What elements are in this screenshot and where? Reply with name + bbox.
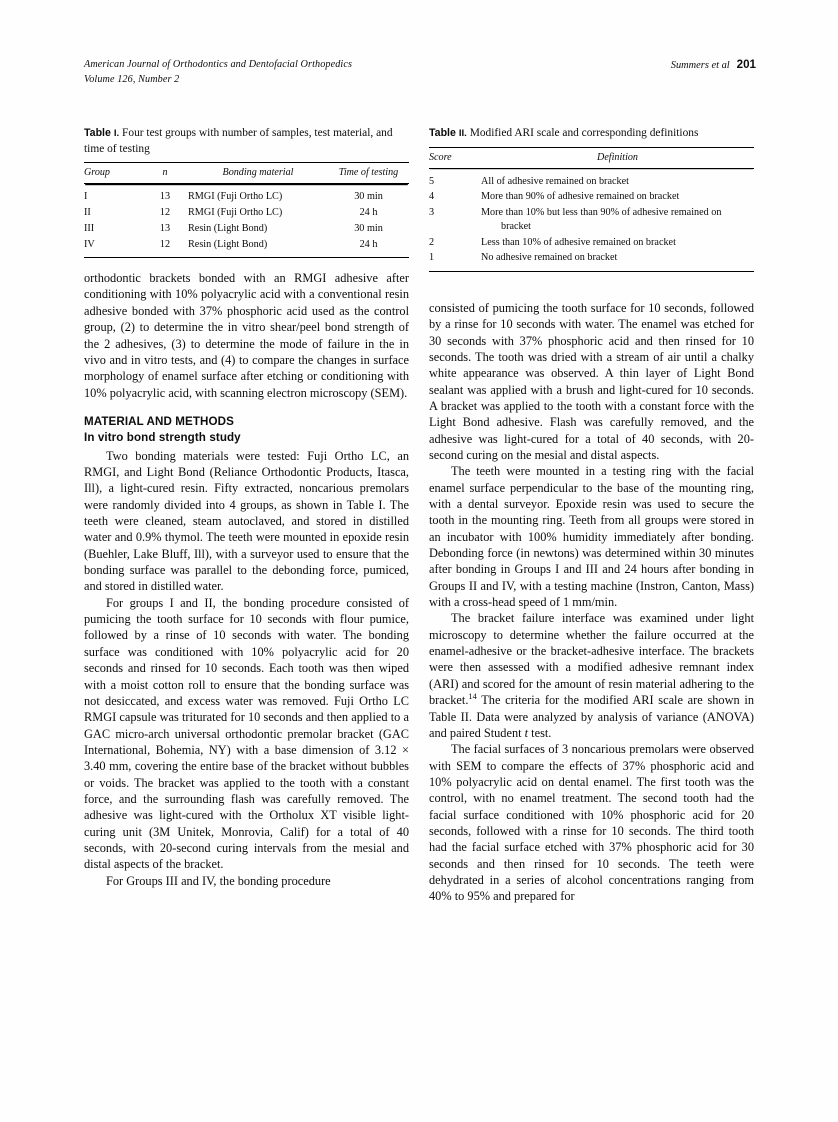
cell-time: 24 h (359, 206, 378, 218)
table-2-caption (429, 126, 754, 142)
paragraph-continued: consisted of pumicing the tooth surface for 10 seconds, followed by a rinse for 10 seconds with water. The enamel was etched for 30 seconds with 37% phosphoric acid and then rinsed for 10 seconds. The tooth was dried with a stream of air until a chalky white appearance was observed. A thin layer of Light Bond sealant was applied with a brush and light-cured for 10 seconds. A bracket was applied to the tooth with a constant force with the Light Bond adhesive. Flash was carefully removed, and the adhesive was light-cured for a total of 40 seconds, with 20-second curing on the mesial and distal aspects. (429, 300, 754, 462)
table-2 (429, 147, 754, 272)
table-2-head (429, 147, 754, 168)
journal-title: American Journal of Orthodontics and Dentofacial Orthopedics (84, 59, 353, 70)
cell-material: RMGI (Fuji Ortho LC) (188, 191, 283, 203)
table-row (84, 184, 409, 205)
cell-definition: No adhesive remained on bracket (481, 252, 618, 264)
table-row (429, 205, 754, 234)
table-1-caption (84, 126, 409, 157)
table-1-col-group: Group (84, 167, 110, 179)
cell-group: IV (84, 238, 95, 250)
cell-n: 12 (159, 238, 171, 250)
table-1-block (84, 126, 409, 258)
cell-material: RMGI (Fuji Ortho LC) (188, 206, 283, 218)
table-2-label: Table II. (429, 127, 467, 139)
left-column (84, 126, 409, 889)
table-2-body (429, 168, 754, 271)
reference-marker: 14 (468, 692, 477, 702)
cell-time: 30 min (354, 222, 383, 234)
cell-n: 13 (159, 222, 171, 234)
cell-material: Resin (Light Bond) (188, 238, 268, 250)
cell-time: 30 min (354, 191, 383, 203)
right-body-text (429, 300, 754, 905)
table-1-caption-text: Four test groups with number of samples, test material, and time of testing (84, 127, 393, 155)
table-2-block (429, 126, 754, 272)
section-heading-material-and-methods: MATERIAL AND METHODS (84, 414, 234, 428)
paragraph-continued: orthodontic brackets bonded with an RMGI adhesive after conditioning with 10% polyacrylic acid with a conventional resin adhesive bonded with 37% phosphoric acid used as the control group, (2) to determine the in vitro shear/peel bond strength of the 2 adhesives, (3) to determine the mode of failure in the in vivo and in vitro tests, and (4) to compare the changes in surface morphology of enamel surface after etching or conditioning with 10% polyacrylic acid, with scanning electron microscopy (SEM). (84, 271, 409, 400)
table-1-col-time: Time of testing (338, 167, 399, 179)
table-1-head (84, 163, 409, 184)
paragraph: For Groups III and IV, the bonding procedure (106, 873, 331, 888)
cell-n: 12 (159, 206, 171, 218)
journal-title-block (84, 58, 352, 87)
cell-group: I (84, 191, 88, 203)
left-body-text (84, 270, 409, 889)
statistic-symbol: t (524, 725, 529, 740)
table-1-col-n: n (162, 167, 168, 179)
cell-definition: More than 10% but less than 90% of adhesive remained on bracket (481, 207, 722, 232)
cell-definition: All of adhesive remained on bracket (481, 175, 629, 187)
table-2-col-score: Score (429, 151, 452, 163)
table-row (84, 221, 409, 237)
cell-score: 4 (429, 191, 435, 203)
paragraph: For groups I and II, the bonding procedure consisted of pumicing the tooth surface for 10 seconds with flour pumice, followed by a rinse of 10 seconds with water. The bonding surface was conditioned with 10% polyacrylic acid for 20 seconds and rinsed for 10 seconds. Each tooth was then wiped with a moist cotton roll to ensure that the bonding surface was not desiccated, and excess water was removed. Fuji Ortho LC RMGI capsule was triturated for 10 seconds and then applied to a GAC micro-arch universal orthodontic premolar bracket (GAC International, Bohemia, NY) with a base dimension of 3.12 × 3.40 mm, covering the entire base of the bracket without bubbles or voids. The bracket was applied to the tooth with a constant force, and the surrounding flash was carefully removed. The adhesive was light-cured with the Ortholux XT visible light-curing unit (3M Unitek, Monrovia, Calif) for a total of 40 seconds, with 20-second curing intervals from the mesial and distal aspects of the bracket. (84, 595, 409, 872)
cell-score: 5 (429, 175, 435, 187)
paragraph: The teeth were mounted in a testing ring with the facial enamel surface perpendicular to the base of the mounting ring, with a dental surveyor. Epoxide resin was used to secure the tooth in the mounting ring. Teeth from all groups were stored in an incubator with 100% humidity immediately after bonding. Debonding force (in newtons) was determined within 30 minutes after bonding in Groups I and III and 24 hours after bonding in Groups II and IV, with a testing machine (Instron, Canton, Mass) with a cross-head speed of 1 mm/min. (429, 464, 754, 610)
paragraph-text-part2: The criteria for the modified ARI scale are shown in Table II. Data were analyzed by analysis of variance (ANOVA) and paired Student (429, 693, 754, 740)
cell-group: II (84, 206, 91, 218)
table-row (429, 250, 754, 271)
table-1-body (84, 184, 409, 258)
table-1-label: Table I. (84, 127, 120, 139)
cell-score: 1 (429, 252, 435, 264)
table-row (429, 189, 754, 205)
cell-score: 2 (429, 236, 435, 248)
paragraph: The facial surfaces of 3 noncarious premolars were observed with SEM to compare the effects of 37% phosphoric acid and 10% polyacrylic acid on dental enamel. The first tooth was the control, with no enamel treatment. The second tooth had the facial surface conditioned with 10% phosphoric acid for 20 seconds, followed with a rinse for 10 seconds. The third tooth had the facial surface etched with 37% phosphoric acid for 30 seconds and then rinsed for 10 seconds. The teeth were dehydrated in a series of alcohol concentrations ranging from 40% to 95% and prepared for (429, 742, 754, 904)
right-column (429, 126, 754, 905)
running-head (84, 58, 756, 87)
running-head-right (671, 58, 756, 74)
table-1 (84, 162, 409, 258)
table-1-col-material: Bonding material (222, 167, 294, 179)
table-row (84, 236, 409, 257)
cell-score: 3 (429, 207, 435, 219)
paragraph-with-reference (429, 610, 754, 741)
table-2-header-row (429, 147, 754, 168)
paragraph: Two bonding materials were tested: Fuji Ortho LC, an RMGI, and Light Bond (Reliance Orthodontic Products, Itasca, Ill), a light-cured resin. Fifty extracted, noncarious premolars were randomly divided into 4 groups, as shown in Table I. The teeth were cleaned, steam autoclaved, and stored in distilled water and 0.9% thymol. The teeth were mounted in epoxide resin (Buehler, Lake Bluff, Ill), with a surveyor used to ensure that the bonding surface was parallel to the debonding force, pumiced, and stored in distilled water. (84, 448, 409, 594)
cell-group: III (84, 222, 95, 234)
table-row (84, 205, 409, 221)
cell-material: Resin (Light Bond) (188, 222, 268, 234)
table-2-caption-text: Modified ARI scale and corresponding definitions (469, 127, 699, 139)
cell-definition: Less than 10% of adhesive remained on bracket (481, 236, 676, 248)
table-1-header-row (84, 163, 409, 184)
cell-definition: More than 90% of adhesive remained on bracket (481, 191, 680, 203)
table-row (429, 168, 754, 189)
journal-volume-issue: Volume 126, Number 2 (84, 73, 180, 85)
paragraph-text-part1: The bracket failure interface was examined under light microscopy to determine whether the failure occurred at the enamel-adhesive or the bracket-adhesive interface. The brackets were then assessed with a modified adhesive remnant index (ARI) and scored for the amount of resin material adhering to the bracket. (429, 611, 754, 708)
table-2-col-definition: Definition (597, 151, 638, 163)
table-row (429, 234, 754, 250)
subsection-heading-in-vitro-bond-strength-study: In vitro bond strength study (84, 431, 241, 445)
cell-n: 13 (159, 191, 171, 203)
page-number: 201 (736, 58, 756, 71)
paragraph-text-part3: test. (528, 725, 552, 740)
authors-running-head: Summers et al (670, 60, 730, 71)
cell-time: 24 h (359, 238, 378, 250)
